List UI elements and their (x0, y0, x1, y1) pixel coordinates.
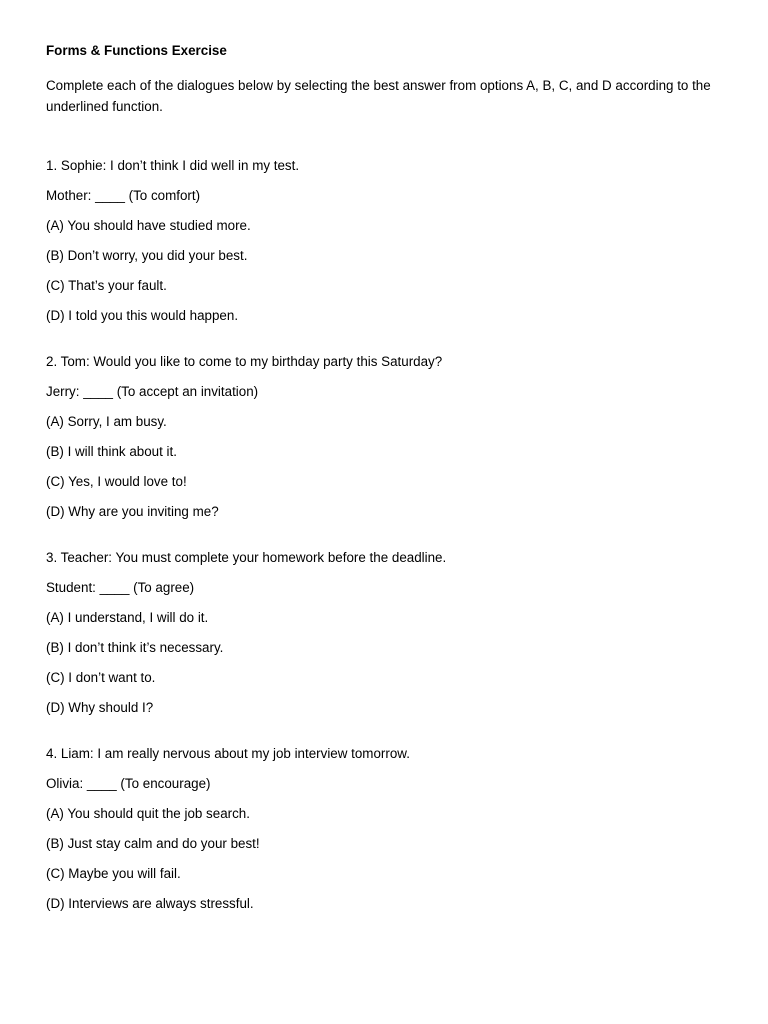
option-d: (D) Why should I? (46, 700, 154, 715)
option-c: (C) I don’t want to. (46, 670, 156, 685)
instructions-text: Complete each of the dialogues below by selecting the best answer from options A, B, C, and D according to the underlined function. (46, 78, 711, 114)
question-prompt: 3. Teacher: You must complete your homework before the deadline. (46, 550, 447, 565)
question-4 (46, 747, 768, 913)
option-c: (C) Yes, I would love to! (46, 474, 187, 489)
question-3 (46, 551, 768, 717)
option-c: (C) That’s your fault. (46, 278, 167, 293)
option-a: (A) Sorry, I am busy. (46, 414, 167, 429)
option-a: (A) You should quit the job search. (46, 806, 250, 821)
question-prompt: 1. Sophie: I don’t think I did well in my test. (46, 158, 300, 173)
question-prompt: 4. Liam: I am really nervous about my job interview tomorrow. (46, 746, 410, 761)
question-response: Olivia: ____ (To encourage) (46, 776, 211, 791)
option-d: (D) Why are you inviting me? (46, 504, 219, 519)
question-response: Jerry: ____ (To accept an invitation) (46, 384, 259, 399)
option-b: (B) I don’t think it’s necessary. (46, 640, 224, 655)
option-a: (A) I understand, I will do it. (46, 610, 209, 625)
option-b: (B) Don’t worry, you did your best. (46, 248, 248, 263)
question-2 (46, 355, 768, 521)
page-title: Forms & Functions Exercise (46, 43, 227, 58)
question-prompt: 2. Tom: Would you like to come to my birthday party this Saturday? (46, 354, 443, 369)
option-b: (B) Just stay calm and do your best! (46, 836, 260, 851)
option-d: (D) Interviews are always stressful. (46, 896, 254, 911)
option-b: (B) I will think about it. (46, 444, 177, 459)
option-c: (C) Maybe you will fail. (46, 866, 181, 881)
option-a: (A) You should have studied more. (46, 218, 251, 233)
question-response: Mother: ____ (To comfort) (46, 188, 201, 203)
question-response: Student: ____ (To agree) (46, 580, 195, 595)
option-d: (D) I told you this would happen. (46, 308, 239, 323)
question-1 (46, 159, 768, 325)
